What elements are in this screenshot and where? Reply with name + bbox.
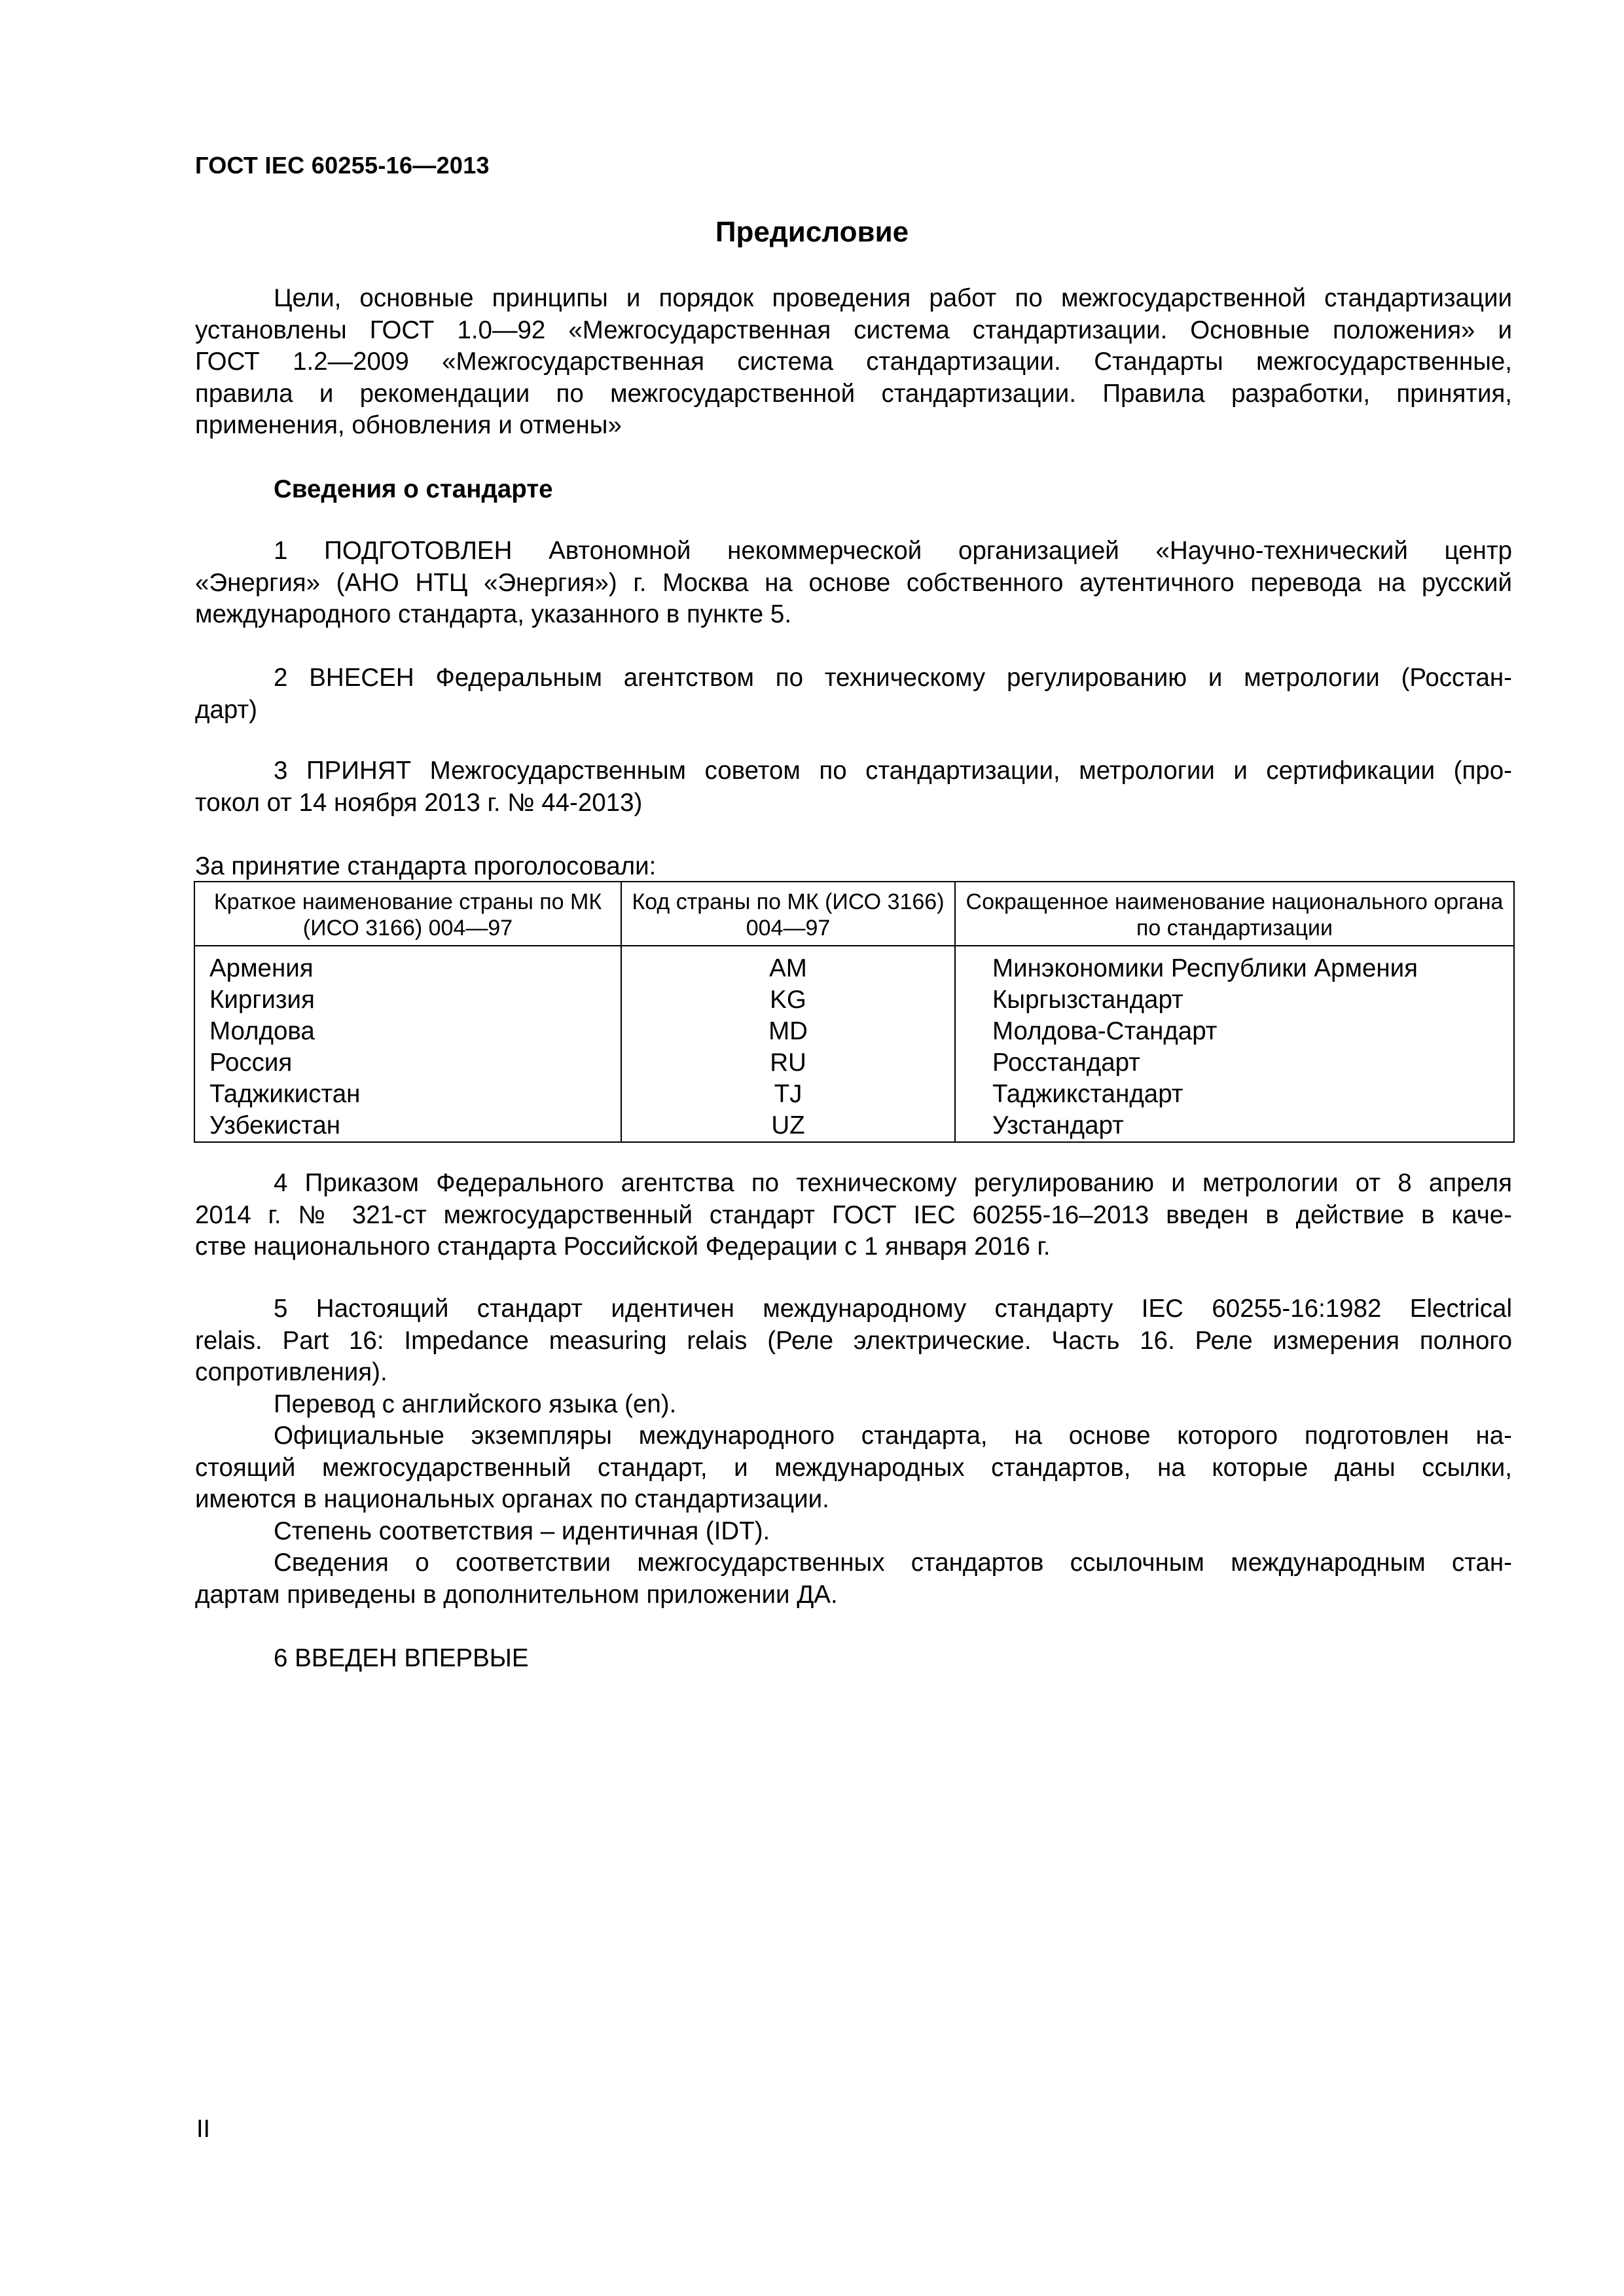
country-code: RU	[621, 1047, 955, 1079]
national-body: Минэкономики Республики Армения	[955, 946, 1514, 984]
item-1-paragraph	[195, 535, 1512, 631]
national-body: Кыргызстандарт	[955, 984, 1514, 1016]
page-number: II	[196, 2115, 211, 2143]
national-body: Росстандарт	[955, 1047, 1514, 1079]
country-name: Киргизия	[194, 984, 621, 1016]
text-line: имеются в национальных органах по стандартизации.	[195, 1485, 829, 1513]
country-name: Узбекистан	[194, 1110, 621, 1142]
item-6-paragraph	[195, 1643, 1512, 1675]
text-line: Цели, основные принципы и порядок проведения работ по межгосударственной стандартизации	[274, 284, 1512, 312]
country-code: TJ	[621, 1079, 955, 1110]
text-line: дартам приведены в дополнительном приложении ДА.	[195, 1580, 838, 1609]
table-row	[194, 1079, 1514, 1110]
text-line: 4 Приказом Федерального агентства по техническому регулированию и метрологии от 8 апреля	[274, 1169, 1512, 1197]
item-5-paragraph	[195, 1293, 1512, 1611]
text-line: Официальные экземпляры международного стандарта, на основе которого подготовлен на-	[274, 1422, 1512, 1450]
text-line: ГОСТ 1.2—2009 «Межгосударственная система стандартизации. Стандарты межгосударственные,	[195, 348, 1512, 376]
country-code: MD	[621, 1016, 955, 1047]
text-line: стве национального стандарта Российской Федерации с 1 января 2016 г.	[195, 1232, 1051, 1261]
translation-note: Перевод с английского языка (en).	[274, 1390, 677, 1418]
vote-caption: За принятие стандарта проголосовали:	[195, 852, 657, 880]
column-header: Краткое наименование страны по МК (ИСО 3166) 004—97	[194, 882, 621, 946]
vote-table	[194, 881, 1515, 1143]
text-line: 6 ВВЕДЕН ВПЕРВЫЕ	[274, 1644, 529, 1672]
table-header-row	[194, 882, 1514, 946]
document-header: ГОСТ IEC 60255-16—2013	[195, 152, 490, 179]
text-line: правила и рекомендации по межгосударственной стандартизации. Правила разработки, принятия,	[195, 379, 1512, 408]
text-line: сопротивления).	[195, 1358, 388, 1386]
section-subheading: Сведения о стандарте	[274, 475, 553, 503]
text-line: дарт)	[195, 695, 257, 724]
table-row	[194, 946, 1514, 984]
country-name: Молдова	[194, 1016, 621, 1047]
national-body: Молдова-Стандарт	[955, 1016, 1514, 1047]
text-line: установлены ГОСТ 1.0—92 «Межгосударственная система стандартизации. Основные положения» и	[195, 315, 1512, 344]
item-4-paragraph	[195, 1168, 1512, 1263]
text-line: стоящий межгосударственный стандарт, и международных стандартов, на которые даны ссылки,	[195, 1453, 1512, 1482]
text-line: relais. Part 16: Impedance measuring relais (Реле электрические. Часть 16. Реле измерения полного	[195, 1326, 1512, 1355]
item-3-paragraph	[195, 755, 1512, 819]
text-line: токол от 14 ноября 2013 г. № 44-2013)	[195, 788, 643, 817]
text-line: «Энергия» (АНО НТЦ «Энергия») г. Москва на основе собственного аутентичного перевода на русский	[195, 568, 1512, 597]
text-line: применения, обновления и отмены»	[195, 411, 622, 439]
text-line: 2 ВНЕСЕН Федеральным агентством по техническому регулированию и метрологии (Росстан-	[274, 664, 1512, 692]
country-name: Таджикистан	[194, 1079, 621, 1110]
national-body: Таджикстандарт	[955, 1079, 1514, 1110]
country-code: KG	[621, 984, 955, 1016]
item-2-paragraph	[195, 662, 1512, 726]
text-line: 1 ПОДГОТОВЛЕН Автономной некоммерческой организацией «Научно-технический центр	[274, 537, 1512, 565]
table-row	[194, 1047, 1514, 1079]
text-line: 5 Настоящий стандарт идентичен международному стандарту IEC 60255-16:1982 Electrical	[274, 1295, 1512, 1323]
country-code: UZ	[621, 1110, 955, 1142]
column-header: Код страны по МК (ИСО 3166) 004—97	[621, 882, 955, 946]
text-line: 3 ПРИНЯТ Межгосударственным советом по стандартизации, метрологии и сертификации (про-	[274, 757, 1512, 785]
national-body: Узстандарт	[955, 1110, 1514, 1142]
conformity-degree: Степень соответствия – идентичная (IDT).	[274, 1516, 770, 1545]
intro-paragraph	[195, 283, 1512, 442]
column-header: Сокращенное наименование национального органа по стандартизации	[955, 882, 1514, 946]
text-line: 2014 г. № 321-ст межгосударственный стандарт ГОСТ IEC 60255-16–2013 введен в действие в каче-	[195, 1200, 1512, 1229]
table-row	[194, 984, 1514, 1016]
country-name: Россия	[194, 1047, 621, 1079]
text-line: Сведения о соответствии межгосударственных стандартов ссылочным международным стан-	[274, 1549, 1512, 1577]
country-name: Армения	[194, 946, 621, 984]
country-code: AM	[621, 946, 955, 984]
page-title: Предисловие	[715, 216, 909, 248]
table-row	[194, 1016, 1514, 1047]
table-row	[194, 1110, 1514, 1142]
text-line: международного стандарта, указанного в пункте 5.	[195, 600, 792, 628]
